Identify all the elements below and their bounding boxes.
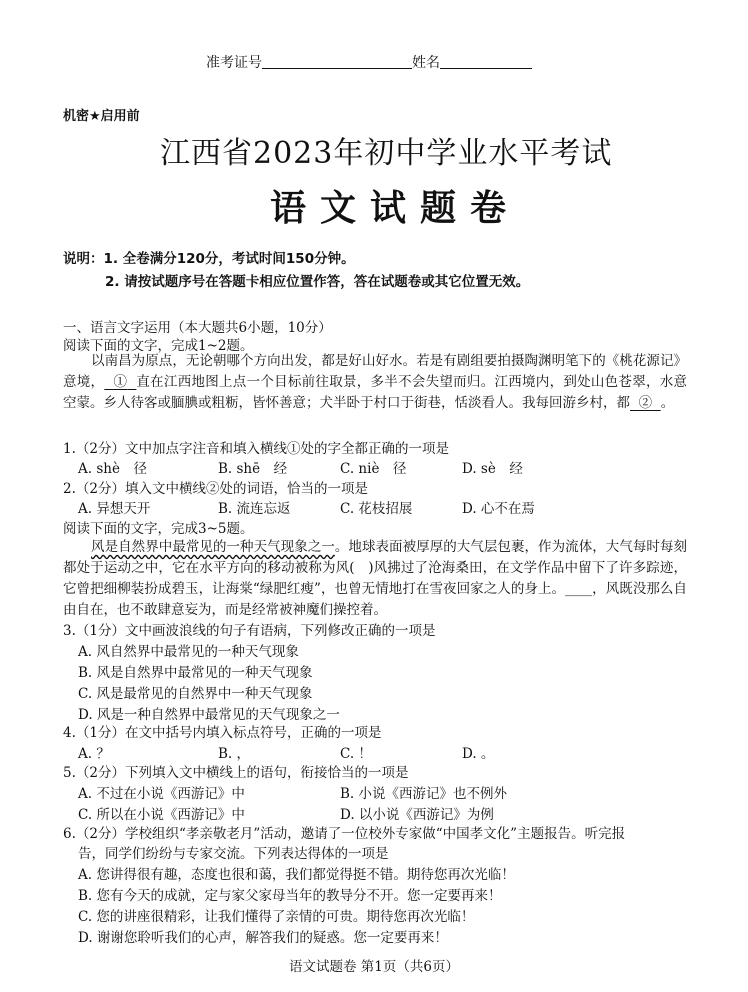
q6-option-b: B. 您有今天的成就，定与家父家母当年的教导分不开。您一定要再来！: [78, 888, 502, 904]
question-5: 5.（2分）下列填入文中横线上的语句，衔接恰当的一项是: [63, 765, 409, 781]
q3-option-a: A. 风自然界中最常见的一种天气现象: [78, 644, 299, 660]
q4-option-b: B. ，: [218, 746, 251, 762]
q1-option-c: C. niè 径: [340, 461, 407, 477]
q3-option-d: D. 风是一种自然界中最常见的天气现象之一: [78, 707, 340, 723]
reading-intro-1: 阅读下面的文字，完成1~2题。: [63, 338, 254, 354]
admission-number-blank: [262, 54, 412, 69]
q2-option-c: C. 花枝招展: [340, 501, 413, 517]
page-footer: 语文试题卷 第1页（共6页）: [289, 959, 459, 975]
question-2: 2.（2分）填入文中横线②处的词语，恰当的一项是: [63, 481, 368, 497]
question-3: 3.（1分）文中画波浪线的句子有语病，下列修改正确的一项是: [63, 623, 436, 639]
q6-option-d: D. 谢谢您聆听我们的心声，解答我们的疑惑。您一定要再来！: [78, 930, 448, 946]
section-heading: 一、语言文字运用（本大题共6小题，10分）: [63, 320, 332, 336]
question-6-line-2: 告，同学们纷纷与专家交流。下列表达得体的一项是: [78, 846, 389, 862]
wavy-sentence: 风是自然界中最常见的一种天气现象之一: [91, 539, 335, 555]
q5-option-d: D. 以小说《西游记》为例: [340, 807, 494, 823]
q6-option-c: C. 您的讲座很精彩，让我们懂得了亲情的可贵。期待您再次光临！: [78, 909, 475, 925]
passage-2: 风是自然界中最常见的一种天气现象之一。地球表面被厚厚的大气层包裹，作为流体，大气每时每刻都处于运动之中，它在水平方向的移动被称为风( )风拂过了沧海桑田，在文学作品中留下了许多踪迹，它曾把细柳装扮成碧玉，让海棠“绿肥红瘦”，也曾无情地打在雪夜回家之人的身上。____，风既没那么自由自在，也不敢肆意妄为，而是经常被神魔们操控着。: [63, 539, 688, 618]
blank-line: ____: [565, 581, 593, 597]
q1-option-b: B. shē 经: [218, 461, 288, 477]
q3-option-b: B. 风是自然界中最常见的一种天气现象: [78, 665, 313, 681]
instructions-prefix: 说明：: [63, 251, 104, 267]
candidate-info-line: [206, 52, 532, 72]
exam-title: 江西省2023年初中学业水平考试: [160, 136, 613, 171]
q5-option-a: A. 不过在小说《西游记》中: [78, 786, 245, 802]
q5-option-b: B. 小说《西游记》也不例外: [340, 786, 508, 802]
q1-option-d: D. sè 经: [462, 461, 523, 477]
q6-option-a: A. 您讲得很有趣，态度也很和蔼，我们都觉得挺不错。期待您再次光临！: [78, 867, 515, 883]
q1-option-a: A. shè 径: [78, 461, 147, 477]
instructions-item-2: 2. 请按试题序号在答题卡相应位置作答，答在试题卷或其它位置无效。: [105, 274, 530, 290]
confidential-label: 机密★启用前: [63, 109, 140, 124]
q2-option-a: A. 异想天开: [78, 501, 151, 517]
q4-option-c: C. ！: [340, 746, 372, 762]
q2-option-b: B. 流连忘返: [218, 501, 291, 517]
q5-option-c: C. 所以在小说《西游记》中: [78, 807, 245, 823]
passage-1: 以南昌为原点，无论朝哪个方向出发，都是好山好水。若是有剧组要拍摄陶渊明笔下的《桃花源记》意境， ① 直在江西地图上点一个目标前往取景，多半不会失望而归。江西境内，到处山色苍翠，水意空蒙。乡人待客或腼腆或粗粝，皆怀善意；犬半卧于村口于街巷，恬淡看人。我每回游乡村，都 ② 。: [63, 353, 688, 411]
instructions-item-1: 1. 全卷满分120分，考试时间150分钟。: [103, 251, 355, 267]
q4-option-d: D. 。: [462, 746, 495, 762]
instructions-line-1: [63, 247, 355, 267]
question-4: 4.（1分）在文中括号内填入标点符号，正确的一项是: [63, 725, 382, 741]
question-6-line-1: 6.（2分）学校组织“孝亲敬老月”活动，邀请了一位校外专家做“中国孝文化”主题报告。听完报: [63, 826, 626, 842]
blank-2: ②: [638, 395, 653, 411]
blank-1: ①: [113, 374, 128, 390]
question-1: 1.（2分）文中加点字注音和填入横线①处的字全都正确的一项是: [63, 441, 449, 457]
q2-option-d: D. 心不在焉: [462, 501, 535, 517]
admission-number-label: 准考证号: [206, 55, 262, 71]
paper-title: 语文试题卷: [270, 188, 521, 229]
q3-option-c: C. 风是最常见的自然界中一种天气现象: [78, 686, 313, 702]
q4-option-a: A. ？: [78, 746, 110, 762]
name-label: 姓名: [412, 55, 440, 71]
name-blank: [440, 54, 532, 69]
reading-intro-2: 阅读下面的文字，完成3~5题。: [63, 521, 254, 537]
